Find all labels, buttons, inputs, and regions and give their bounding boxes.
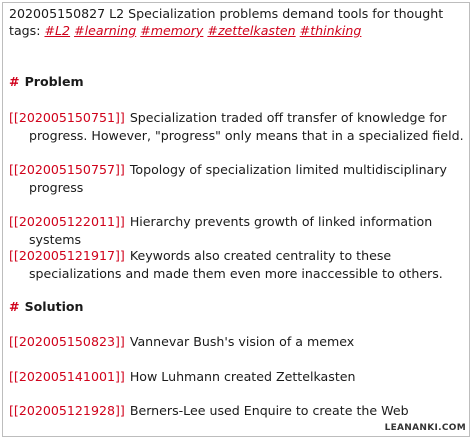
note-card: [2, 2, 470, 437]
solution-heading: [9, 298, 84, 316]
list-item: [9, 333, 467, 351]
note-link[interactable]: [[202005150751]]: [9, 110, 125, 125]
tag-zettelkasten[interactable]: #zettelkasten: [207, 23, 296, 38]
note-title: 202005150827 L2 Specialization problems demand tools for thought: [9, 6, 444, 21]
list-item: [9, 109, 467, 145]
note-link[interactable]: [[202005150757]]: [9, 162, 125, 177]
list-item: [9, 161, 467, 197]
tag-memory[interactable]: #memory: [140, 23, 204, 38]
list-item: [9, 402, 467, 420]
list-item: [9, 368, 467, 386]
note-link[interactable]: [[202005141001]]: [9, 369, 125, 384]
list-item: [9, 247, 467, 283]
list-item-text: Topology of specialization limited multidisciplinary progress: [29, 162, 447, 195]
list-item-text: Hierarchy prevents growth of linked information systems: [29, 214, 433, 247]
list-item-text: How Luhmann created Zettelkasten: [129, 369, 356, 384]
note-link[interactable]: [[202005150823]]: [9, 334, 125, 349]
solution-heading-text: Solution: [24, 299, 84, 314]
list-item-text: Keywords also created centrality to these specializations and made them even more inaccessible to others.: [29, 248, 443, 281]
tags-label: tags:: [9, 23, 41, 38]
heading-hash-mark: #: [9, 299, 20, 314]
problem-heading-text: Problem: [24, 74, 84, 89]
note-link[interactable]: [[202005121917]]: [9, 248, 125, 263]
note-link[interactable]: [[202005121928]]: [9, 403, 125, 418]
note-link[interactable]: [[202005122011]]: [9, 214, 125, 229]
tag-l2[interactable]: #L2: [44, 23, 71, 38]
list-item-text: Vannevar Bush's vision of a memex: [129, 334, 355, 349]
list-item: [9, 213, 467, 249]
watermark-logo: LEANANKI.COM: [384, 423, 466, 433]
list-item-text: Berners-Lee used Enquire to create the Web: [129, 403, 409, 418]
tag-learning[interactable]: #learning: [74, 23, 137, 38]
tags-row: [9, 22, 361, 40]
list-item-text: Specialization traded off transfer of knowledge for progress. However, "progress" only means that in a specialized field.: [29, 110, 464, 143]
heading-hash-mark: #: [9, 74, 20, 89]
problem-heading: [9, 73, 84, 91]
tag-thinking[interactable]: #thinking: [299, 23, 362, 38]
